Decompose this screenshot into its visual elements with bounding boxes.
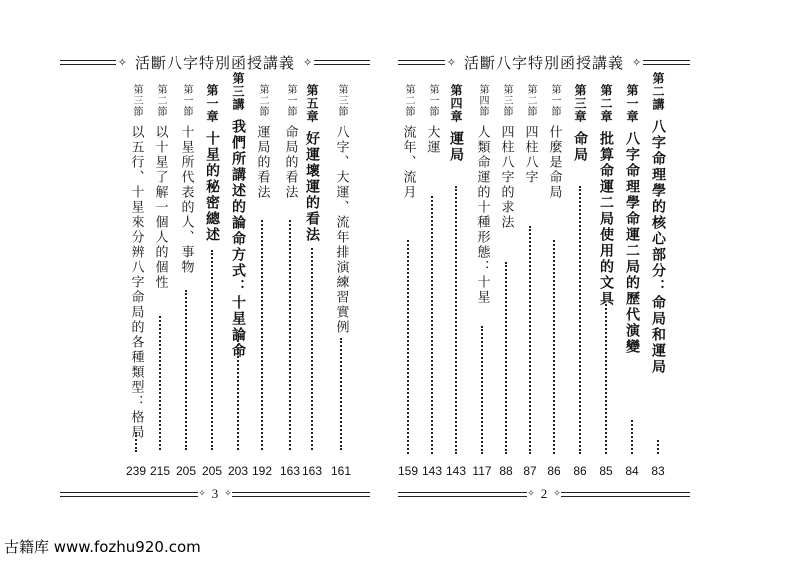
page-ref: 86 [547,464,561,478]
page-ref: 163 [279,464,301,478]
header-rule [60,60,116,65]
leader-dots [657,440,661,454]
entry-title: 四柱八字的求法 [498,125,514,230]
ornament-icon: ✧ [553,489,561,499]
page-ref: 192 [251,464,273,478]
entry-title: 八字命理學的核心部分：命局和運局 [650,119,666,375]
page-ref: 84 [625,464,639,478]
section-label: 第一節 [427,84,438,117]
toc-entry[interactable] [646,72,670,375]
leader-dots [311,248,315,450]
leader-dots [631,420,635,454]
ornament-icon: ✧ [632,55,642,69]
page-ref: 215 [149,464,171,478]
section-label: 第三節 [336,84,347,117]
page-ref: 86 [573,464,587,478]
chapter-label: 第一章 [205,84,219,123]
entry-title: 四柱八字 [522,125,538,185]
leader-dots [211,250,215,450]
leader-dots [185,290,189,450]
page-ref: 88 [499,464,513,478]
leader-dots [159,316,163,450]
toc-entry[interactable] [396,84,420,200]
entry-title: 八字、大運、流年排演練習實例 [333,125,349,335]
page-ref: 205 [201,464,223,478]
toc-entry[interactable] [300,84,324,243]
page-number: 2 [540,486,548,501]
ornament-icon: ✧ [117,55,127,69]
ornament-icon: ✧ [527,489,535,499]
section-label: 第四節 [477,84,488,117]
left-page-header [60,52,370,72]
toc-entry[interactable] [620,84,644,355]
entry-title: 大運 [424,125,440,155]
entry-title: 運局 [448,131,464,163]
page-ref: 239 [125,464,147,478]
leader-dots [455,186,459,454]
leader-dots [529,226,533,454]
toc-entry[interactable] [124,84,148,440]
page-ref: 161 [330,464,352,478]
entry-title: 以五行、十星來分辨八字命局的各種類型：格局 [128,125,144,440]
page-ref: 163 [301,464,323,478]
section-label: 第一節 [285,84,296,117]
chapter-label: 第一章 [625,84,639,123]
section-label: 第三節 [501,84,512,117]
entry-title: 流年、流月 [400,125,416,200]
right-page [390,0,793,561]
chapter-label: 第二章 [599,84,613,123]
page-ref: 85 [599,464,613,478]
entry-title: 命局的看法 [282,125,298,200]
toc-entry[interactable] [148,84,172,290]
leader-dots [289,220,293,450]
toc-entry[interactable] [494,84,518,230]
entry-title: 以十星了解一個人的個性 [152,125,168,290]
section-label: 第二節 [155,84,166,117]
leader-dots [505,262,509,454]
section-label: 第二節 [525,84,536,117]
section-label: 第二節 [257,84,268,117]
page-ref: 87 [523,464,537,478]
lecture-label: 第三講 [231,72,245,111]
toc-entry[interactable] [226,72,250,359]
section-label: 第一節 [549,84,560,117]
leader-dots [407,240,411,454]
toc-entry[interactable] [470,84,494,305]
toc-entry[interactable] [518,84,542,185]
chapter-label: 第五章 [305,84,319,123]
entry-title: 好運壞運的看法 [304,131,320,243]
leader-dots [481,326,485,454]
running-title: 活斷八字特別函授講義 [464,53,625,72]
toc-entry[interactable] [278,84,302,200]
entry-title: 運局的看法 [254,125,270,200]
toc-entry[interactable] [329,84,353,335]
footer-rule [232,492,370,497]
toc-entry[interactable] [174,84,198,275]
leader-dots [340,338,344,450]
ornament-icon: ✧ [224,489,232,499]
entry-title: 十星所代表的人、事物 [178,125,194,275]
leader-dots [261,220,265,450]
chapter-label: 第三章 [573,84,587,123]
leader-dots [237,340,241,450]
page-ref: 159 [397,464,419,478]
toc-entry[interactable] [568,84,592,163]
right-page-footer [398,484,690,504]
entry-title: 什麼是命局 [546,125,562,200]
footer-rule [60,492,198,497]
leader-dots [605,304,609,454]
header-rule [314,60,370,65]
page-ref: 143 [421,464,443,478]
entry-title: 批算命運二局使用的文具 [598,131,614,307]
watermark: 古籍库 www.fozhu920.com [4,538,201,556]
toc-entry[interactable] [200,84,224,243]
page-ref: 143 [445,464,467,478]
ornament-icon: ✧ [198,489,206,499]
page-ref: 203 [227,464,249,478]
right-page-header [398,52,690,72]
page-number: 3 [211,486,219,501]
chapter-label: 第四章 [449,84,463,123]
left-page-footer [60,484,370,504]
toc-entry[interactable] [420,84,444,155]
page-ref: 83 [651,464,665,478]
ornament-icon: ✧ [303,55,313,69]
entry-title: 我們所講述的論命方式：十星論命 [230,119,246,359]
lecture-label: 第二講 [651,72,665,111]
footer-rule [398,492,527,497]
leader-dots [135,432,139,452]
running-title: 活斷八字特別函授講義 [135,53,296,72]
leader-dots [553,240,557,454]
left-page [0,0,380,561]
page-ref: 117 [472,464,492,478]
header-rule [643,60,690,65]
section-label: 第二節 [403,84,414,117]
leader-dots [431,196,435,454]
page-ref: 205 [175,464,197,478]
footer-rule [561,492,690,497]
toc-entry[interactable] [594,84,618,307]
toc-entry[interactable] [444,84,468,163]
entry-title: 命局 [572,131,588,163]
section-label: 第一節 [181,84,192,117]
entry-title: 十星的秘密總述 [204,131,220,243]
entry-title: 八字命理學命運二局的歷代演變 [624,131,640,355]
toc-entry[interactable] [250,84,274,200]
ornament-icon: ✧ [446,55,456,69]
section-label: 第三節 [131,84,142,117]
toc-entry[interactable] [542,84,566,200]
leader-dots [579,186,583,454]
header-rule [398,60,445,65]
entry-title: 人類命運的十種形態：十星 [474,125,490,305]
